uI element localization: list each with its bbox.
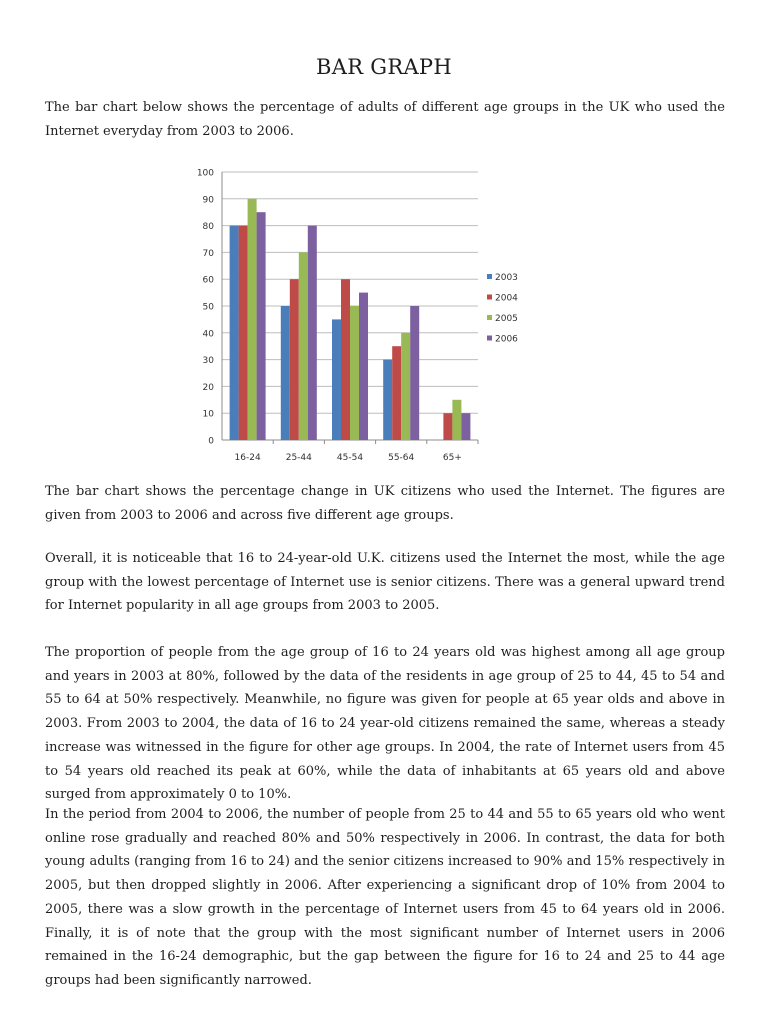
y-tick-label: 70 [202, 248, 214, 259]
legend-label: 2005 [495, 314, 518, 324]
y-tick-label: 90 [202, 195, 214, 206]
legend-swatch [487, 295, 492, 300]
y-tick-label: 40 [202, 329, 214, 340]
bar [392, 346, 401, 440]
body-paragraph-3: The proportion of people from the age group of 16 to 24 years old was highest among all age group and years in 2003 at 80%, followed by the data of the residents in age group of 25 to 44, 45 to 54 and 55 to 64 at 50% respectively. Meanwhile, no figure was given for people at 65 year olds and above in 2003. From 2003 to 2004, the data of 16 to 24 year-old citizens remained the same, whereas a steady increase was witnessed in the figure for other age groups. In 2004, the rate of Internet users from 45 to 54 years old reached its peak at 60%, while the data of inhabitants at 65 years old and above surged from approximately 0 to 10%. [45, 645, 725, 803]
body-paragraph-4: In the period from 2004 to 2006, the number of people from 25 to 44 and 55 to 65 years old who went online rose gradually and reached 80% and 50% respectively in 2006. In contrast, the data for both young adults (ranging from 16 to 24) and the senior citizens increased to 90% and 15% respectively in 2005, but then dropped slightly in 2006. After experiencing a significant drop of 10% from 2004 to 2005, there was a slow growth in the percentage of Internet users from 45 to 64 years old in 2006. Finally, it is of note that the group with the most significant number of Internet users in 2006 remained in the 16-24 demographic, but the gap between the figure for 16 to 24 and 25 to 44 age groups had been significantly narrowed. [45, 807, 725, 988]
legend-label: 2006 [495, 334, 518, 345]
y-tick-label: 30 [202, 356, 214, 367]
bar [443, 413, 452, 440]
bar [401, 333, 410, 440]
bar [239, 226, 248, 440]
body-paragraph-1: The bar chart shows the percentage change in UK citizens who used the Internet. The figures are given from 2003 to 2006 and across five different age groups. [45, 484, 725, 523]
bar [383, 360, 392, 440]
bar [410, 306, 419, 440]
body-paragraph-2: Overall, it is noticeable that 16 to 24-year-old U.K. citizens used the Internet the most, while the age group with the lowest percentage of Internet use is senior citizens. There was a general upward trend for Internet popularity in all age groups from 2003 to 2005. [45, 551, 725, 614]
legend-swatch [487, 315, 492, 320]
y-tick-label: 60 [202, 275, 214, 286]
bar [350, 306, 359, 440]
y-tick-label: 10 [202, 409, 214, 420]
x-tick-label: 25-44 [285, 453, 312, 463]
bar [341, 279, 350, 440]
bar-chart [190, 160, 530, 475]
bar [452, 400, 461, 440]
page-title: BAR GRAPH [316, 55, 452, 79]
y-tick-label: 50 [202, 302, 214, 313]
bar [299, 252, 308, 440]
x-tick-label: 55-64 [388, 453, 415, 463]
x-tick-label: 45-54 [336, 453, 364, 463]
y-tick-label: 80 [202, 222, 214, 233]
bar [359, 293, 368, 440]
bar [230, 226, 239, 440]
bar [308, 226, 317, 440]
intro-paragraph: The bar chart below shows the percentage of adults of different age groups in the UK who used the Internet everyday from 2003 to 2006. [45, 100, 725, 139]
legend-label: 2004 [495, 293, 518, 304]
bar [332, 319, 341, 440]
legend-swatch [487, 336, 492, 341]
y-tick-label: 100 [196, 168, 214, 179]
bar [248, 199, 257, 440]
y-tick-label: 0 [208, 436, 214, 447]
bar [461, 413, 470, 440]
x-tick-label: 65+ [442, 453, 462, 463]
bar [257, 212, 266, 440]
y-tick-label: 20 [202, 382, 214, 393]
bar-chart-svg [190, 160, 530, 475]
x-tick-label: 16-24 [234, 453, 261, 463]
bar [290, 279, 299, 440]
legend-swatch [487, 274, 492, 279]
bar [281, 306, 290, 440]
legend-label: 2003 [495, 273, 518, 283]
